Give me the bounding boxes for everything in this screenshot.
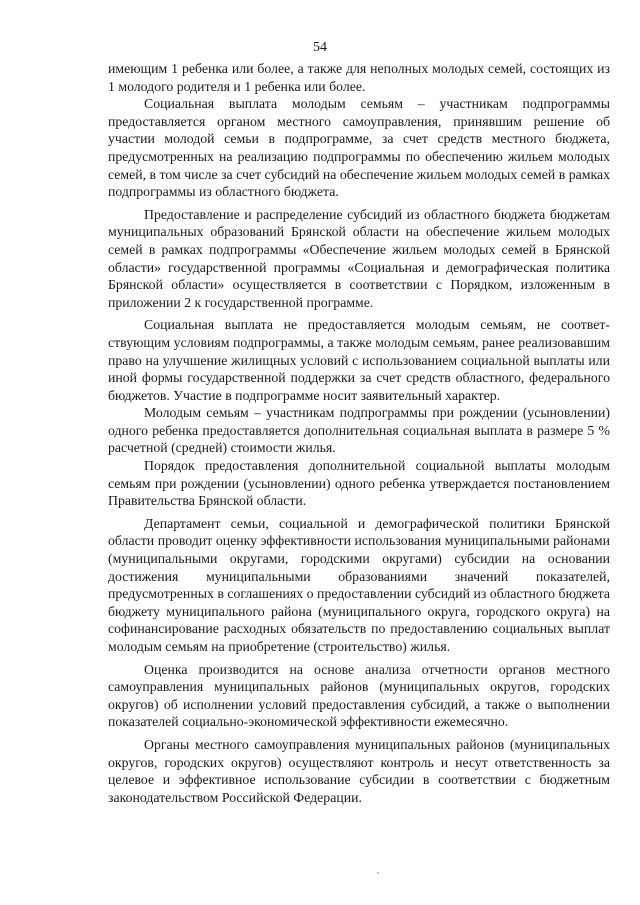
paragraph-local-control: Органы местного самоуправления муниципальных районов (муниципальных округов, городских округов) осуществляют контроль и несут ответственность за целевое и эффективное использование субсидии в соответствии с бюджетным законодательством Российской Федерации. [108,736,610,805]
paragraph-additional-payment-order: Порядок предоставления дополнительной социальной выплаты молодым семьям при рождении (усыновлении) одного ребенка утверждается постановлением Правительства Брянской области. [108,458,610,509]
paragraph-efficiency-assessment: Департамент семьи, социальной и демографической политики Брянской области проводит оценку эффективности использования муниципальными районами (муниципальными округами, городскими округами) субсидии на основании достижения муниципальными образованиями значений показателей, предусмотренных в соглашениях о предоставлении субсидий из областного бюджета бюджету муниципального района (муниципального округа, городского округа) на софинансирование расходных обязательств по предоставлению социальных выплат молодым семьям на приобретение (строительство) жилья. [108,515,610,654]
scan-speck [377,872,379,874]
paragraph-subsidy-distribution: Предоставление и распределение субсидий из областного бюджета бюджетам муниципальных образований Брянской области на обеспечение жильем молодых семей в рамках подпрограммы «Обеспечение жильем молодых семей в Брянской области» государственной программы «Социальная и демографическая политика Брянской области» осуществляется в соответствии с Порядком, изложенным в приложении 2 к государственной программе. [108,206,610,310]
paragraph-eligibility-continuation: имеющим 1 ребенка или более, а также для неполных молодых семей, состоящих из 1 молодого родителя и 1 ребенка или более. [108,61,610,94]
document-body [108,60,610,806]
paragraph-social-payment-provision: Социальная выплата молодым семьям – участникам подпрограммы предоставляется органом местного самоуправления, принявшим решение об участии молодой семьи в подпрограмме, за счет средств местного бюджета, предусмотренных на реализацию подпрограммы по обеспечению жильем молодых семей, в том числе за счет субсидий на обеспечение жильем молодых семей в рамках подпрограммы из областного бюджета. [108,96,610,200]
paragraph-additional-payment: Молодым семьям – участникам подпрограммы при рождении (усыновлении) одного ребенка предоставляется дополнительная социальная выплата в размере 5 % расчетной (средней) стоимости жилья. [108,405,610,456]
paragraph-payment-restrictions: Социальная выплата не предоставляется молодым семьям, не соответствующим условиям подпрограммы, а также молодым семьям, ранее реализовавшим право на улучшение жилищных условий с использованием социальной выплаты или иной формы государственной поддержки за счет средств областного, федерального бюджетов. Участие в подпрограмме носит заявительный характер. [108,317,610,403]
paragraph-assessment-basis: Оценка производится на основе анализа отчетности органов местного самоуправления муниципальных районов (муниципальных округов, городских округов) об исполнении условий предоставления субсидий, а также о выполнении показателей социально-экономической эффективности ежемесячно. [108,661,610,730]
page-number: 54 [313,40,327,55]
